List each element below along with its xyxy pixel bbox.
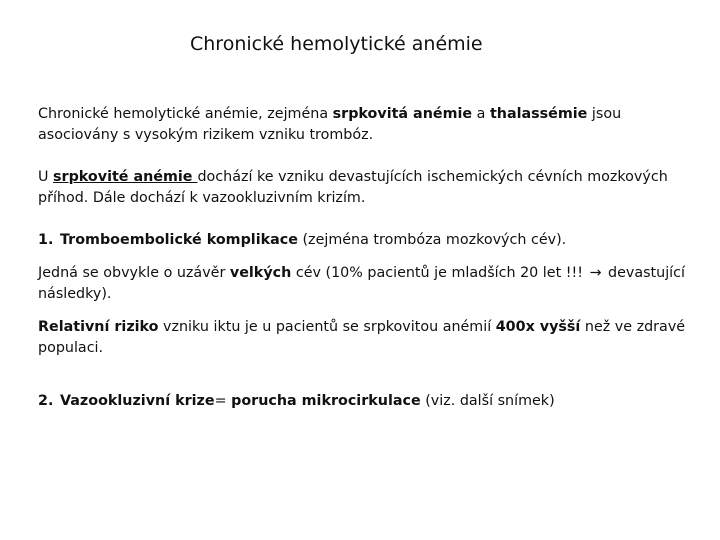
list-item-1-text: (zejména trombóza mozkových cév). — [297, 232, 567, 248]
riziko-bold-1: Relativní riziko — [38, 319, 159, 335]
uzaver-text-1: Jedná se obvykle o uzávěr — [38, 265, 230, 281]
uzaver-text-3: devastující následky). — [38, 265, 685, 302]
list-item-1-number: 1. — [38, 232, 54, 248]
list-item-2-text-2: (viz. další snímek) — [420, 393, 555, 409]
list-item-1 — [38, 230, 698, 251]
uzaver-bold-velkych: velkých — [229, 265, 292, 281]
intro-text-3: jsou asociovány s vysokým rizikem vzniku trombóz. — [38, 106, 622, 143]
riziko-bold-400x: 400x vyšší — [495, 319, 581, 335]
srpkovita-text-1: U — [38, 169, 54, 185]
uzaver-text-2: cév (10% pacientů je mladších 20 let !!! — [291, 265, 588, 281]
riziko-text-2: než ve zdravé populaci. — [38, 319, 686, 356]
slide-title: Chronické hemolytické anémie — [190, 33, 483, 55]
srpkovita-underlined: srpkovité anémie — [53, 169, 198, 185]
right-arrow-icon: → — [589, 265, 602, 281]
intro-text-2: a — [472, 106, 490, 122]
intro-bold-srpkovita: srpkovitá anémie — [332, 106, 473, 122]
riziko-text-1: vzniku iktu je u pacientů se srpkovitou anémií — [158, 319, 496, 335]
srpkovita-text-2: dochází ke vzniku devastujících ischemických cévních mozkových příhod. Dále dochází k vazookluzivním krizím. — [38, 169, 668, 206]
paragraph-intro — [38, 104, 698, 146]
list-item-2-text-1: = — [214, 393, 232, 409]
intro-bold-thalassemie: thalassémie — [489, 106, 588, 122]
list-item-2-number: 2. — [38, 393, 54, 409]
list-item-2-bold-1: Vazookluzivní krize — [60, 393, 215, 409]
list-item-2 — [38, 391, 698, 412]
list-item-1-bold: Tromboembolické komplikace — [60, 232, 298, 248]
paragraph-srpkovita — [38, 167, 698, 209]
paragraph-uzaver — [38, 263, 698, 305]
list-item-2-bold-2: porucha mikrocirkulace — [231, 393, 421, 409]
paragraph-riziko — [38, 317, 698, 359]
slide-body — [38, 104, 698, 412]
intro-text-1: Chronické hemolytické anémie, zejména — [38, 106, 333, 122]
